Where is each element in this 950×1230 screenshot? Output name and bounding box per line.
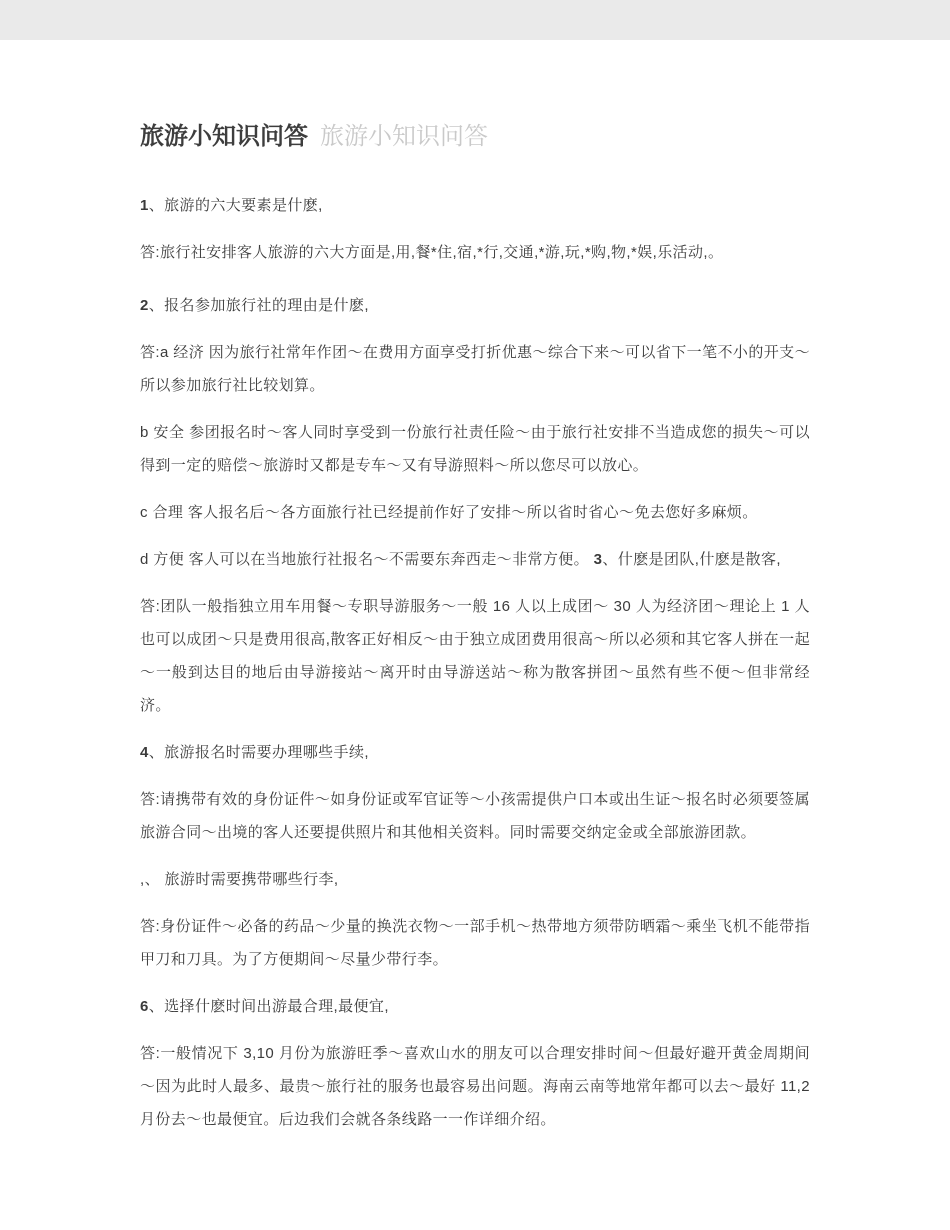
text-segment: 、旅游报名时需要办理哪些手续,: [148, 744, 369, 761]
text-segment: c 合理 客人报名后～各方面旅行社已经提前作好了安排～所以省时省心～免去您好多麻烦。: [140, 504, 758, 521]
title-sub-watermark: 旅游小知识问答: [320, 123, 488, 150]
question-number: 1: [140, 197, 149, 214]
question-number: 2: [140, 297, 149, 314]
paragraph: [140, 543, 810, 576]
text-segment: 答:旅行社安排客人旅游的六大方面是,用,餐*住,宿,*行,交通,*游,玩,*购,物,*娱,乐活动,。: [140, 244, 724, 261]
paragraph: [140, 416, 810, 482]
text-segment: 答:身份证件～必备的药品～少量的换洗衣物～一部手机～热带地方须带防晒霜～乘坐飞机不能带指甲刀和刀具。为了方便期间～尽量少带行李。: [140, 918, 810, 968]
text-segment: ,、 旅游时需要携带哪些行李,: [140, 871, 339, 888]
text-segment: 答:团队一般指独立用车用餐～专职导游服务～一般 16 人以上成团～ 30 人为经济团～理论上 1 人也可以成团～只是费用很高,散客正好相反～由于独立成团费用很高～所以必须和其它客人拼在一起～一般到达目的地后由导游接站～离开时由导游送站～称为散客拼团～虽然有些不便～但非常经济。: [140, 598, 810, 714]
question-number: 6: [140, 998, 149, 1015]
top-bar: [0, 0, 950, 40]
text-segment: 、什麽是团队,什麽是散客,: [602, 551, 781, 568]
question-number: 4: [140, 744, 149, 761]
paragraph: [140, 189, 810, 222]
paragraph: [140, 236, 810, 269]
paragraph: [140, 736, 810, 769]
document-body: [140, 189, 810, 1136]
paragraph: [140, 990, 810, 1023]
page-title: [140, 116, 810, 151]
paragraph: [140, 863, 810, 896]
paragraph: [140, 336, 810, 402]
paragraph: [140, 289, 810, 322]
title-main: 旅游小知识问答: [140, 123, 308, 150]
paragraph: [140, 783, 810, 849]
text-segment: 、旅游的六大要素是什麽,: [148, 197, 323, 214]
paragraph: [140, 1037, 810, 1136]
text-segment: 、报名参加旅行社的理由是什麽,: [148, 297, 369, 314]
text-segment: b 安全 参团报名时～客人同时享受到一份旅行社责任险～由于旅行社安排不当造成您的损失～可以得到一定的赔偿～旅游时又都是专车～又有导游照料～所以您尽可以放心。: [140, 424, 810, 474]
text-segment: 答:一般情况下 3,10 月份为旅游旺季～喜欢山水的朋友可以合理安排时间～但最好避开黄金周期间～因为此时人最多、最贵～旅行社的服务也最容易出问题。海南云南等地常年都可以去～最好 11,2 月份去～也最便宜。后边我们会就各条线路一一作详细介绍。: [140, 1045, 810, 1128]
paragraph: [140, 496, 810, 529]
text-segment: 答:a 经济 因为旅行社常年作团～在费用方面享受打折优惠～综合下来～可以省下一笔不小的开支～所以参加旅行社比较划算。: [140, 344, 810, 394]
paragraph: [140, 910, 810, 976]
paragraph: [140, 590, 810, 722]
document-page: [0, 40, 950, 1220]
text-segment: 、选择什麽时间出游最合理,最便宜,: [148, 998, 389, 1015]
text-segment: 答:请携带有效的身份证件～如身份证或军官证等～小孩需提供户口本或出生证～报名时必须要签属旅游合同～出境的客人还要提供照片和其他相关资料。同时需要交纳定金或全部旅游团款。: [140, 791, 810, 841]
question-number: 3: [593, 551, 603, 568]
text-segment: d 方便 客人可以在当地旅行社报名～不需要东奔西走～非常方便。: [140, 551, 594, 568]
